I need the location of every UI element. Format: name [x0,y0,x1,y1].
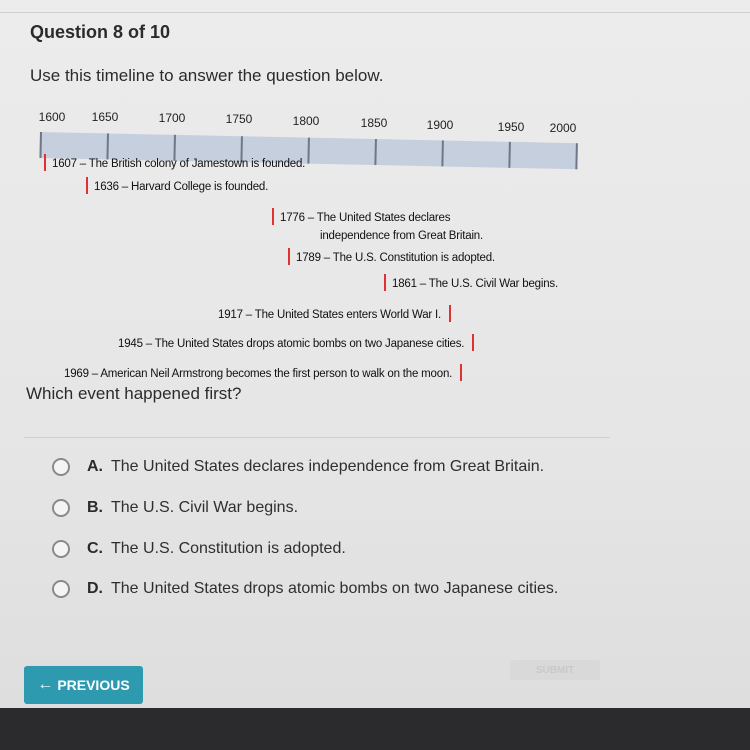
event-marker [44,154,46,171]
option-a[interactable] [52,458,544,476]
event-marker [272,208,274,225]
tick-label-2000: 2000 [549,121,577,135]
tick-label-1600: 1600 [38,110,66,124]
question-divider [24,437,610,438]
event-text: 1917 – The United States enters World War I. [218,309,442,321]
tick-label-1700: 1700 [158,111,186,125]
event-text: 1776 – The United States declares [280,212,451,224]
option-text: The United States drops atomic bombs on two Japanese cities. [111,580,559,597]
previous-label: PREVIOUS [57,677,130,693]
event-1776-continued: independence from Great Britain. [320,230,484,242]
tick-mark-1850 [374,139,377,165]
tick-mark-1800 [307,138,310,164]
radio-button[interactable] [52,540,70,558]
radio-button[interactable] [52,458,70,476]
tick-label-1900: 1900 [426,118,454,132]
instruction-text: Use this timeline to answer the question below. [30,66,384,85]
tick-label-1750: 1750 [225,112,253,126]
option-b[interactable] [52,499,298,517]
tick-label-1800: 1800 [292,114,320,128]
radio-button[interactable] [52,499,70,517]
tick-mark-1950 [508,142,511,168]
event-1789 [288,248,495,265]
tick-label-1950: 1950 [497,120,525,134]
option-text: The U.S. Constitution is adopted. [111,540,346,557]
event-1945 [118,334,474,351]
option-letter: C. [87,540,103,557]
event-marker [460,364,462,381]
event-1861 [384,274,558,291]
event-marker [449,305,451,322]
top-divider [0,12,750,13]
event-text: 1945 – The United States drops atomic bombs on two Japanese cities. [118,338,465,350]
submit-label: SUBMIT [535,664,575,676]
event-1917 [218,305,451,322]
option-d[interactable] [52,580,558,598]
tick-mark-1900 [441,140,444,166]
question-text: Which event happened first? [26,384,242,403]
submit-button[interactable] [510,660,600,680]
question-number: Question 8 of 10 [30,22,171,42]
option-letter: B. [87,499,103,516]
event-text: 1607 – The British colony of Jamestown is founded. [52,158,306,170]
event-marker [86,177,88,194]
event-1607 [44,154,305,171]
tick-label-1850: 1850 [360,116,388,130]
option-c[interactable] [52,540,346,558]
event-text: 1861 – The U.S. Civil War begins. [392,278,558,290]
event-text: 1969 – American Neil Armstrong becomes the first person to walk on the moon. [64,368,453,380]
tick-label-1650: 1650 [91,110,119,124]
event-1969 [64,364,462,381]
monitor-bezel [0,708,750,750]
event-1776 [272,208,450,225]
timeline-figure [38,110,583,400]
event-marker [472,334,474,351]
previous-button[interactable] [24,666,143,704]
event-marker [288,248,290,265]
event-text: 1789 – The U.S. Constitution is adopted. [296,252,495,264]
event-1636 [86,177,268,194]
option-text: The U.S. Civil War begins. [111,499,299,516]
option-text: The United States declares independence from Great Britain. [111,458,545,475]
option-letter: D. [87,580,103,597]
event-text: 1636 – Harvard College is founded. [94,181,269,193]
option-letter: A. [87,458,103,475]
tick-mark-1600 [39,132,42,158]
event-marker [384,274,386,291]
radio-button[interactable] [52,580,70,598]
arrow-left-icon: ← [37,676,54,693]
tick-mark-2000 [575,143,578,169]
